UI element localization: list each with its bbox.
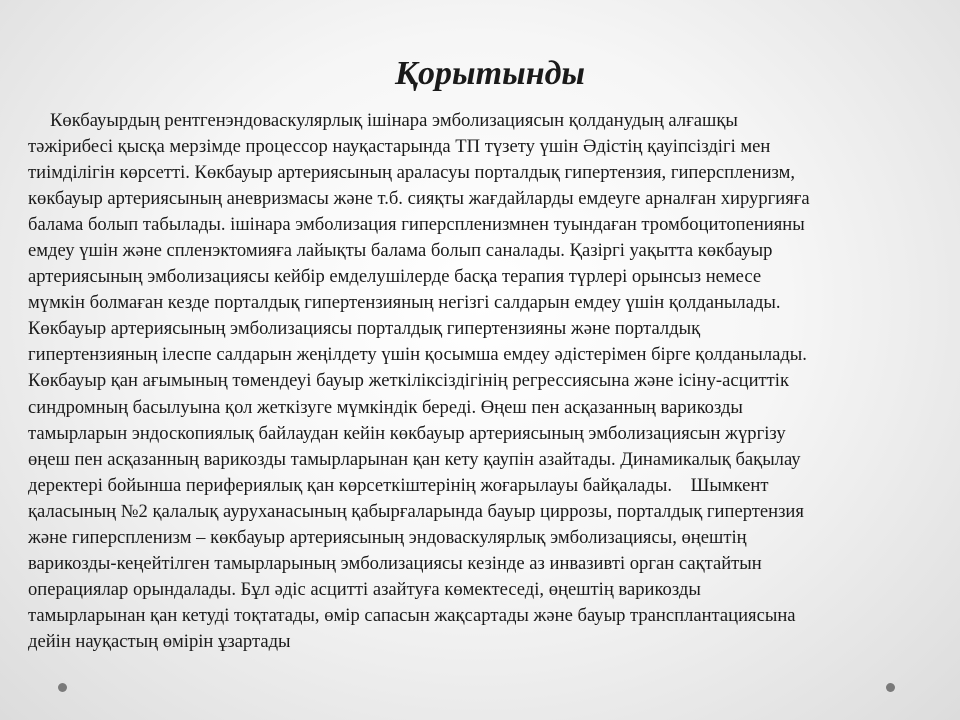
conclusion-paragraph <box>28 108 933 655</box>
paragraph-line: емдеу үшін және спленэктомияға лайықты балама болып саналады. Қазіргі уақытта көкбауыр <box>28 240 773 262</box>
bullet-dot-right-icon <box>886 683 895 692</box>
paragraph-line: синдромның басылуына қол жеткізуге мүмкіндік береді. Өңеш пен асқазанның варикозды <box>28 396 743 418</box>
slide-title: Қорытынды <box>395 55 586 92</box>
paragraph-line: гипертензияның ілеспе салдарын жеңілдету үшін қосымша емдеу әдістерімен бірге қолданылады. <box>28 344 807 366</box>
paragraph-line: Көкбауырдың рентгенэндоваскулярлық ішінара эмболизациясын қолданудың алғашқы <box>50 110 738 131</box>
paragraph-line: операциялар орындалады. Бұл әдіс асцитті азайтуға көмектеседі, өңештің варикозды <box>28 578 701 600</box>
paragraph-line: артериясының эмболизациясы кейбір емделушілерде басқа терапия түрлері орынсыз немесе <box>28 266 762 288</box>
paragraph-line: тәжірибесі қысқа мерзімде процессор науқастарында ТП түзету үшін Әдістің қауіпсіздігі мен <box>28 136 771 158</box>
paragraph-line: дейін науқастың өмірін ұзартады <box>28 630 291 652</box>
paragraph-line: және гиперспленизм – көкбауыр артериясының эндоваскулярлық эмболизациясы, өңештің <box>28 526 747 548</box>
bullet-dot-left-icon <box>58 683 67 692</box>
paragraph-line: Көкбауыр артериясының эмболизациясы порталдық гипертензияны және порталдық <box>28 318 701 340</box>
paragraph-line: тамырларынан қан кетуді тоқтатады, өмір сапасын жақсартады және бауыр трансплантациясына <box>28 604 796 626</box>
paragraph-line: өңеш пен асқазанның варикозды тамырларынан қан кету қаупін азайтады. Динамикалық бақылау <box>28 448 801 470</box>
paragraph-line: көкбауыр артериясының аневризмасы және т.б. сияқты жағдайларды емдеуге арналған хирургияға <box>28 188 810 210</box>
paragraph-line: деректері бойынша перифериялық қан көрсеткіштерінің жоғарылауы байқалады. Шымкент <box>28 474 769 496</box>
paragraph-line: тамырларын эндоскопиялық байлаудан кейін көкбауыр артериясының эмболизациясын жүргізу <box>28 422 786 444</box>
paragraph-line: қаласының №2 қалалық ауруханасының қабырғаларында бауыр циррозы, порталдық гипертензия <box>28 500 804 522</box>
paragraph-line: варикозды-кеңейтілген тамырларының эмболизациясы кезінде аз инвазивті орган сақтайтын <box>28 552 762 574</box>
paragraph-line: мүмкін болмаған кезде порталдық гипертензияның негізгі салдарын емдеу үшін қолданылады. <box>28 292 781 314</box>
paragraph-line: балама болып табылады. ішінара эмболизация гиперспленизмнен туындаған тромбоцитопенияны <box>28 214 805 236</box>
paragraph-line: тиімділігін көрсетті. Көкбауыр артериясының араласуы порталдық гипертензия, гиперспленизм, <box>28 162 796 184</box>
paragraph-line: Көкбауыр қан ағымының төмендеуі бауыр жеткіліксіздігінің регрессиясына және ісіну-асциттік <box>28 370 789 392</box>
